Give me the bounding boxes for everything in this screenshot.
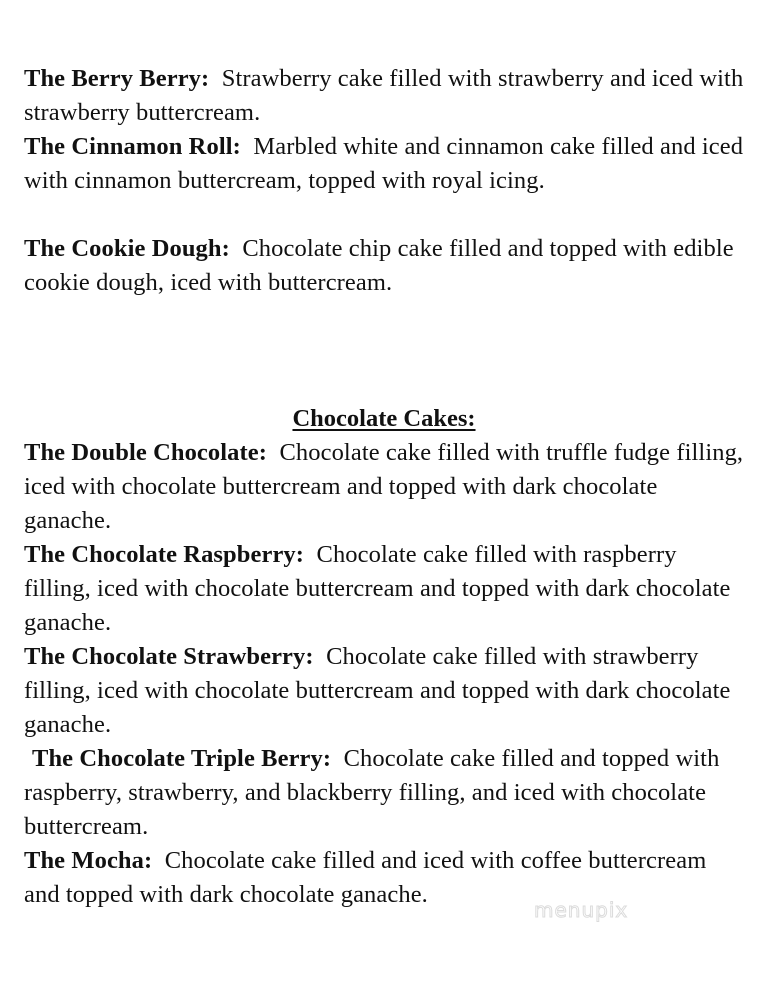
menu-item-cookie-dough <box>24 232 748 300</box>
item-name: The Cinnamon Roll: <box>24 133 241 160</box>
item-description: Marbled white and cinnamon cake filled and iced with cinnamon buttercream, topped with royal icing. <box>24 133 744 194</box>
item-description: Chocolate cake filled with truffle fudge filling, iced with chocolate buttercream and topped with dark chocolate ganache. <box>24 439 744 534</box>
menu-item-chocolate-triple-berry <box>24 742 748 844</box>
menu-item-chocolate-strawberry <box>24 640 748 742</box>
item-description: Chocolate chip cake filled and topped with edible cookie dough, iced with buttercream. <box>24 235 734 296</box>
item-name: The Cookie Dough: <box>24 235 230 262</box>
item-name: The Chocolate Triple Berry: <box>32 745 332 772</box>
item-name: The Mocha: <box>24 847 153 874</box>
menu-item-cinnamon-roll <box>24 130 748 198</box>
watermark: menupix <box>534 898 629 922</box>
item-description: Chocolate cake filled and iced with coffee buttercream and topped with dark chocolate ganache. <box>24 847 707 908</box>
menu-item-mocha <box>24 844 748 912</box>
menu-item-double-chocolate <box>24 436 748 538</box>
item-name: The Double Chocolate: <box>24 439 268 466</box>
item-description: Chocolate cake filled with raspberry filling, iced with chocolate buttercream and topped with dark chocolate ganache. <box>24 541 731 636</box>
item-name: The Chocolate Strawberry: <box>24 643 314 670</box>
item-name: The Chocolate Raspberry: <box>24 541 305 568</box>
item-name: The Berry Berry: <box>24 65 210 92</box>
item-description: Strawberry cake filled with strawberry and iced with strawberry buttercream. <box>24 65 744 126</box>
menu-item-berry-berry <box>24 62 748 130</box>
item-description: Chocolate cake filled with strawberry filling, iced with chocolate buttercream and topped with dark chocolate ganache. <box>24 643 731 738</box>
menu-item-chocolate-raspberry <box>24 538 748 640</box>
section-heading-chocolate-cakes: Chocolate Cakes: <box>292 405 476 432</box>
item-description: Chocolate cake filled and topped with raspberry, strawberry, and blackberry filling, and iced with chocolate buttercream. <box>24 745 720 840</box>
